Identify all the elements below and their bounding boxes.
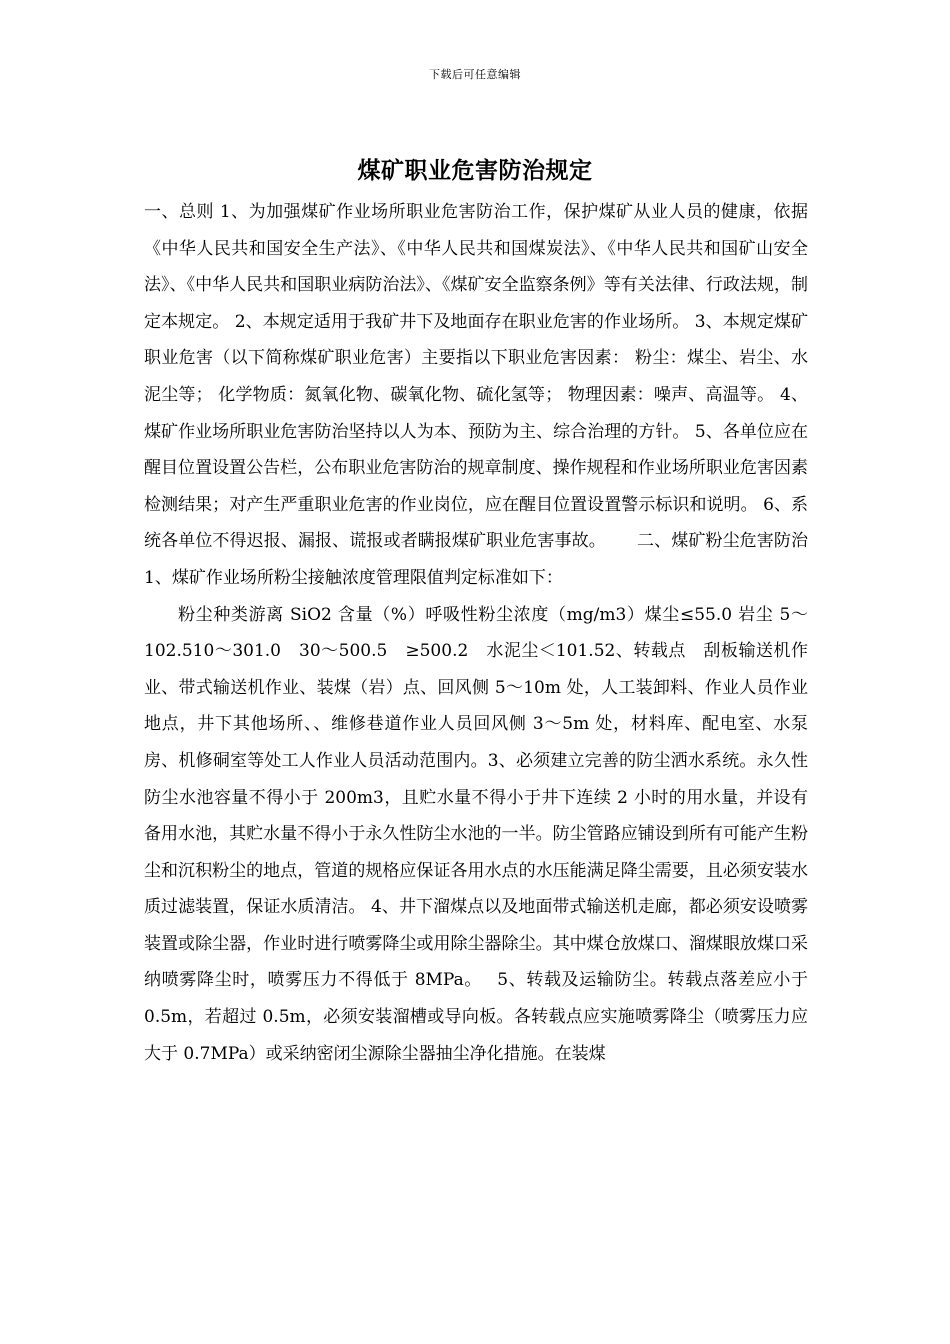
header-note: 下载后可任意编辑 (429, 68, 521, 81)
paragraph-dust-standards: 粉尘种类游离 SiO2 含量（%）呼吸性粉尘浓度（mg/m3）煤尘≤55.0 岩尘 5～102.510～301.0 30～500.5 ≥500.2 水泥尘＜101.52、转载点 刮板输送机作业、带式输送机作业、装煤（岩）点、回风侧 5～10m 处，人工装卸料、作业人员作业地点，井下其他场所、、维修巷道作业人员回风侧 3～5m 处，材料库、配电室、水泵房、机修硐室等处工人作业人员活动范围内。3、必须建立完善的防尘洒水系统。永久性防尘水池容量不得小于 200m3，且贮水量不得小于井下连续 2 小时的用水量，并设有备用水池，其贮水量不得小于永久性防尘水池的一半。防尘管路应铺设到所有可能产生粉尘和沉积粉尘的地点，管道的规格应保证各用水点的水压能满足降尘需要，且必须安装水质过滤装置，保证水质清洁。 4、井下溜煤点以及地面带式输送机走廊，都必须安设喷雾装置或除尘器，作业时进行喷雾降尘或用除尘器除尘。其中煤仓放煤口、溜煤眼放煤口采纳喷雾降尘时，喷雾压力不得低于 8MPa。 5、转载及运输防尘。转载点落差应小于 0.5m，若超过 0.5m，必须安装溜槽或导向板。各转载点应实施喷雾降尘（喷雾压力应大于 0.7MPa）或采纳密闭尘源除尘器抽尘净化措施。在装煤 (144, 604, 808, 1064)
document-body (144, 194, 808, 1072)
paragraph-general-provisions: 一、总则 1、为加强煤矿作业场所职业危害防治工作，保护煤矿从业人员的健康，依据《中华人民共和国安全生产法》、《中华人民共和国煤炭法》、《中华人民共和国矿山安全法》、《中华人民共和国职业病防治法》、《煤矿安全监察条例》等有关法律、行政法规，制定本规定。 2、本规定适用于我矿井下及地面存在职业危害的作业场所。 3、本规定煤矿职业危害（以下简称煤矿职业危害）主要指以下职业危害因素： 粉尘：煤尘、岩尘、水泥尘等； 化学物质：氮氧化物、碳氧化物、硫化氢等； 物理因素：噪声、高温等。 4、煤矿作业场所职业危害防治坚持以人为本、预防为主、综合治理的方针。 5、各单位应在醒目位置设置公告栏，公布职业危害防治的规章制度、操作规程和作业场所职业危害因素检测结果；对产生严重职业危害的作业岗位，应在醒目位置设置警示标识和说明。 6、系统各单位不得迟报、漏报、谎报或者瞒报煤矿职业危害事故。 二、煤矿粉尘危害防治 1、煤矿作业场所粉尘接触浓度管理限值判定标准如下： (144, 202, 808, 588)
document-title: 煤矿职业危害防治规定 (357, 158, 593, 184)
